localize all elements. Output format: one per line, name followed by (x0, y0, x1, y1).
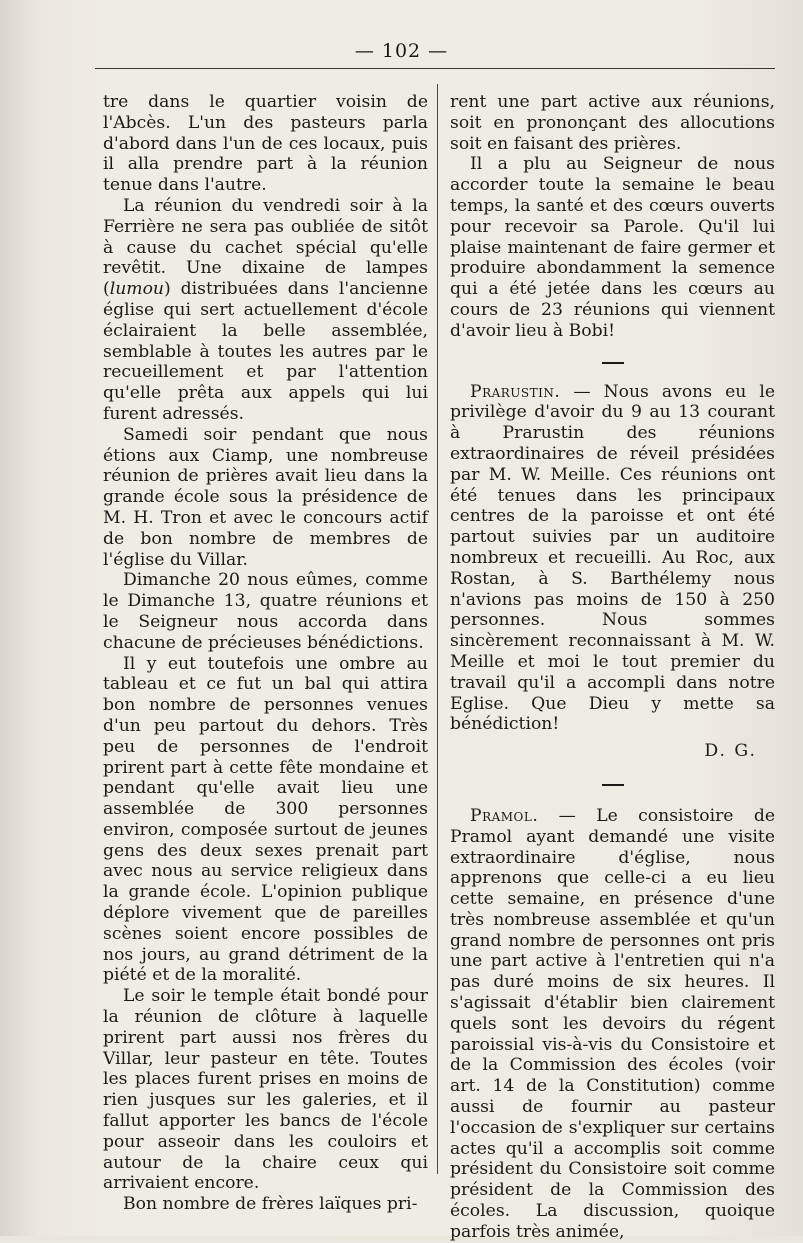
italic-word: lumou (109, 279, 165, 300)
right-paragraph-2: Il a plu au Seigneur de nous accorder toute la semaine le beau temps, la santé et des cœurs ouverts pour recevoir sa Parole. Qu'il lui plaise maintenant de faire germer et produire abondamment la semence qui a été jetée dans les cœurs au cours de 23 réunions qui viennent d'avoir lieu à Bobi! (450, 154, 775, 341)
left-paragraph-1: tre dans le quartier voisin de l'Abcès. L'un des pasteurs parla d'abord dans l'un de ces locaux, puis il alla prendre part à la réunion tenue dans l'autre. (103, 92, 428, 196)
right-paragraph-1: rent une part active aux réunions, soit en prononçant des allocutions soit en faisant des prières. (450, 92, 775, 154)
prarustin-report: Prarustin. — Nous avons eu le privilège d'avoir du 9 au 13 courant à Prarustin des réunions extraordinaires de réveil présidées par M. W. Meille. Ces réunions ont été tenues dans les principaux centres de la paroisse et ont été partout suivies par un auditoire nombreux et recueilli. Au Roc, aux Rostan, à S. Barthélemy nous n'avions pas moins de 150 à 250 personnes. Nous sommes sincèrement reconnaissant à M. W. Meille et moi le tout premier du travail qu'il a accompli dans notre Eglise. Que Dieu y mette sa bénédiction! (450, 381, 775, 735)
page-number: — 102 — (354, 40, 449, 62)
signature: D. G. (704, 741, 757, 762)
place-name: Pramol. (470, 805, 539, 826)
place-name: Prarustin. (470, 381, 561, 402)
pramol-report: Pramol. — Le consistoire de Pramol ayant demandé une visite extraordinaire d'église, nous apprenons que celle-ci a eu lieu cette semaine, en présence d'une très nombreuse assemblée et qu'un grand nombre de personnes ont pris une part active à l'entretien qui n'a pas duré moins de six heures. Il s'agissait d'établir bien clairement quels sont les devoirs du régent paroissial vis-à-vis du Consistoire et de la Commission des écoles (voir art. 14 de la Constitution) comme aussi de fournir au pasteur l'occasion de s'expliquer sur certains actes qu'il a accomplis soit comme président du Consistoire soit comme président de la Commission des écoles. La discussion, quoique parfois très animée, (450, 805, 775, 1242)
left-paragraph-5: Il y eut toutefois une ombre au tableau et ce fut un bal qui attira bon nombre de personnes venues d'un peu partout du dehors. Très peu de personnes de l'endroit prirent part à cette fête mondaine et pendant qu'elle avait lieu une assemblée de 300 personnes environ, composée surtout de jeunes gens des deux sexes prenait part avec nous au service religieux dans la grande école. L'opinion publique déplore vivement que de pareilles scènes soient encore possibles de nos jours, au grand détriment de la piété et de la moralité. (103, 653, 428, 986)
left-paragraph-3: Samedi soir pendant que nous étions aux Ciamp, une nombreuse réunion de prières avait lieu dans la grande école sous la présidence de M. H. Tron et avec le concours actif de bon nombre de membres de l'église du Villar. (103, 424, 428, 570)
left-paragraph-6: Le soir le temple était bondé pour la réunion de clôture à laquelle prirent part aussi nos frères du Villar, leur pasteur en tête. Toutes les places furent prises en moins de rien jusques sur les galeries, et il fallut apporter les bancs de l'école pour asseoir dans les couloirs et autour de la chaire ceux qui arrivaient encore. (103, 986, 428, 1194)
header-rule (95, 68, 775, 69)
left-paragraph-2: La réunion du vendredi soir à la Ferrière ne sera pas oubliée de sitôt à cause du cachet spécial qu'elle revêtit. Une dixaine de lampes (lumou) distribuées dans l'ancienne église qui sert actuellement d'école éclairaient la belle assemblée, semblable à toutes les autres par le recueillement et par l'attention qu'elle prêta aux appels qui lui furent adressés. (103, 195, 428, 424)
column-separator (437, 84, 438, 1174)
left-paragraph-7: Bon nombre de frères laïques pri- (123, 1194, 418, 1215)
right-column (450, 92, 775, 1243)
left-column (103, 92, 428, 1215)
left-paragraph-4: Dimanche 20 nous eûmes, comme le Dimanche 13, quatre réunions et le Seigneur nous accorda dans chacune de précieuses bénédictions. (103, 570, 428, 653)
